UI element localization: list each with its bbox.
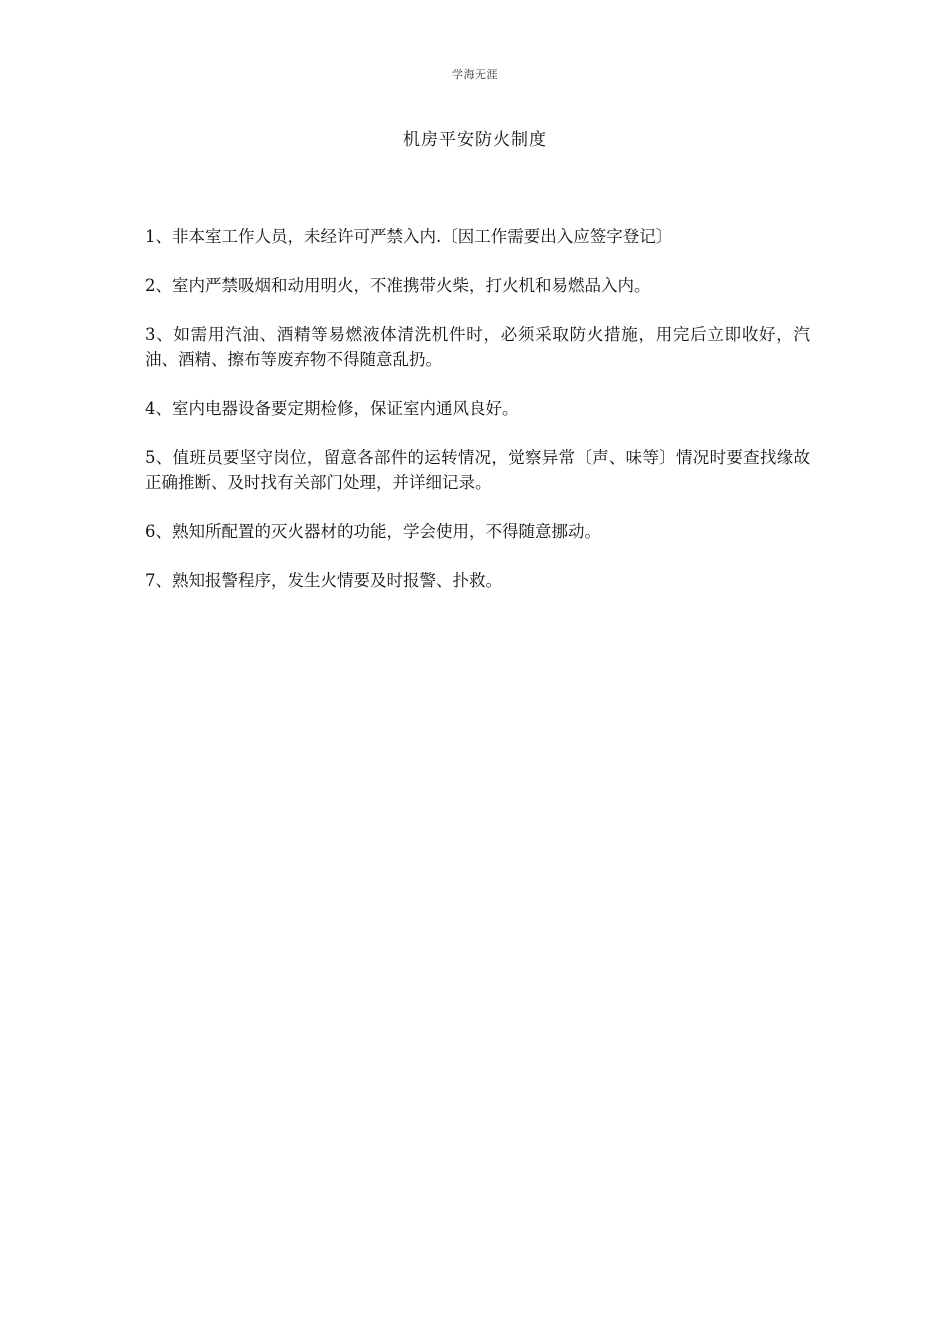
rule-item: 5、值班员要坚守岗位，留意各部件的运转情况，觉察异常〔声、味等〕情况时要查找缘故正确推断、及时找有关部门处理，并详细记录。: [145, 448, 810, 492]
rule-item: 4、室内电器设备要定期检修，保证室内通风良好。: [145, 399, 519, 418]
rule-item: 6、熟知所配置的灭火器材的功能，学会使用，不得随意挪动。: [145, 522, 601, 541]
rule-item: 1、非本室工作人员，未经许可严禁入内.〔因工作需要出入应签字登记〕: [145, 227, 673, 246]
rule-item: 2、室内严禁吸烟和动用明火，不准携带火柴，打火机和易燃品入内。: [145, 276, 651, 295]
page-header: 学海无涯: [452, 68, 498, 81]
rule-item: 7、熟知报警程序，发生火情要及时报警、扑救。: [145, 571, 502, 590]
rule-item: 3、如需用汽油、酒精等易燃液体清洗机件时，必须采取防火措施，用完后立即收好，汽油、酒精、擦布等废弃物不得随意乱扔。: [145, 325, 810, 369]
rules-list: [145, 224, 810, 617]
document-title: 机房平安防火制度: [403, 130, 547, 150]
